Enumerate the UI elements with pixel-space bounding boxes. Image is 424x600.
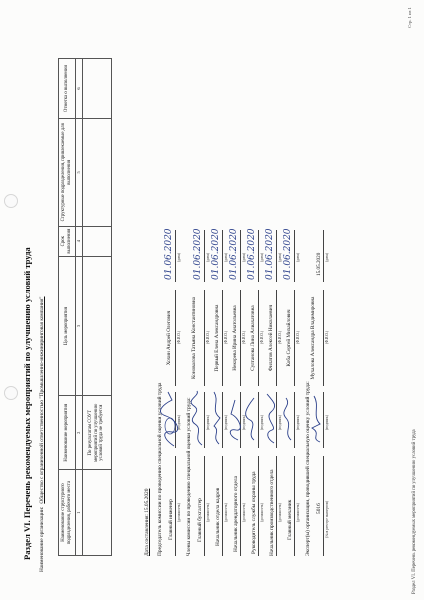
table-header-cell: Отметка о выполнении xyxy=(59,59,76,119)
chairman-role: Главный инженер xyxy=(168,499,174,540)
sign-caption: (подпись) xyxy=(242,415,246,430)
column-number: 5 xyxy=(76,118,83,226)
member-date: 01.06.2020 xyxy=(193,228,203,280)
chairman-name: Хохин Андрей Олегович xyxy=(166,310,172,366)
name-caption: (Ф.И.О.) xyxy=(260,330,264,344)
member-name: Коновалова Татьяна Константиновна xyxy=(191,297,197,379)
column-number: 1 xyxy=(76,470,83,556)
column-number: 3 xyxy=(76,256,83,396)
column-number: 2 xyxy=(76,396,83,470)
name-caption: (Ф.И.О.) xyxy=(206,330,210,344)
member-name: Первый Елена Александровна xyxy=(214,304,220,372)
date-caption: (дата) xyxy=(260,253,264,262)
member-date: 01.06.2020 xyxy=(265,228,275,280)
chairman-label: Председатель комиссии по проведению специальной оценки условий труда xyxy=(157,382,163,556)
member-name: Некорева Ирина Анатольевна xyxy=(232,305,238,371)
signature xyxy=(280,394,296,444)
role-caption: (должность) xyxy=(278,503,282,522)
table-header-cell: Срок выполнения xyxy=(59,226,76,256)
members-label: Члены комиссии по проведению специальной оценки условий труда: xyxy=(186,397,192,556)
sign-caption: (подпись) xyxy=(224,415,228,430)
compilation-date: Дата составления: 15.05.2020 xyxy=(144,488,150,556)
signature xyxy=(244,394,260,444)
page-number: Стр. 1 из 1 xyxy=(407,7,412,28)
organization-label: Наименование организации: xyxy=(39,506,45,572)
measures-table xyxy=(58,58,112,556)
member-name: Султанова Лина Алиахатовна xyxy=(250,305,256,371)
sign-caption: (подпись) xyxy=(325,415,329,430)
member-date: 01.06.2020 xyxy=(211,228,221,280)
member-role: Начальник отдела кадров xyxy=(215,487,221,546)
name-caption: (Ф.И.О.) xyxy=(296,330,300,344)
date-caption: (дата) xyxy=(177,253,181,262)
expert-label: Эксперт(ы) организации, проводившей специальную оценку условий труда: xyxy=(305,381,311,556)
name-caption: (Ф.И.О.) xyxy=(242,330,246,344)
table-header-cell: Наименование структурного подразделения, рабочего места xyxy=(59,470,76,556)
page-footer: Раздел VI. Перечень рекомендуемых мероприятий по улучшению условий труда xyxy=(412,429,417,594)
role-caption: (должность) xyxy=(206,503,210,522)
organization-name: Общество с ограниченной ответственностью "Промышленно-инжиниринговая компания" xyxy=(39,296,45,504)
table-cell: По результатам СОУТ мероприятий по улучшению условий труда не требуется xyxy=(82,396,111,470)
name-caption: (Ф.И.О.) xyxy=(177,330,181,344)
expert-reg-number: 5016 xyxy=(316,503,322,514)
member-role: Начальник арендаторного отдела xyxy=(233,476,239,552)
table-cell xyxy=(82,226,111,256)
role-caption: (должность) xyxy=(177,503,181,522)
date-caption: (дата) xyxy=(325,253,329,262)
table-header-cell: Структурные подразделения, привлекаемые для выполнения xyxy=(59,118,76,226)
member-role: Главный бухгалтер xyxy=(197,498,203,542)
table-header-cell: Цель мероприятия xyxy=(59,256,76,396)
member-date: 01.06.2020 xyxy=(247,228,257,280)
signature xyxy=(160,388,180,450)
signature xyxy=(262,392,278,446)
name-caption: (Ф.И.О.) xyxy=(278,330,282,344)
table-cell xyxy=(82,118,111,226)
signature xyxy=(308,392,324,446)
role-caption: (должность) xyxy=(224,503,228,522)
table-header-row xyxy=(59,59,76,556)
table-cell xyxy=(82,470,111,556)
column-number: 4 xyxy=(76,226,83,256)
signature xyxy=(190,388,206,448)
punch-hole xyxy=(4,194,18,208)
chairman-date: 01.06.2020 xyxy=(164,228,174,280)
punch-hole xyxy=(4,386,18,400)
name-caption: (Ф.И.О.) xyxy=(325,330,329,344)
member-role: Руководитель службы охраны труда xyxy=(251,471,257,554)
role-caption: (должность) xyxy=(296,503,300,522)
table-row xyxy=(82,59,111,556)
sign-caption: (подпись) xyxy=(206,415,210,430)
table-header-cell: Наименование мероприятия xyxy=(59,396,76,470)
date-caption: (дата) xyxy=(278,253,282,262)
name-caption: (Ф.И.О.) xyxy=(224,330,228,344)
reg-caption: (№ в реестре экспертов) xyxy=(325,501,329,538)
table-cell xyxy=(82,256,111,396)
member-name: Филатов Алексей Николаевич xyxy=(268,304,274,372)
member-role: Начальник производственного отдела xyxy=(269,469,275,556)
table-cell xyxy=(82,59,111,119)
signature xyxy=(208,388,224,448)
sign-caption: (подпись) xyxy=(296,415,300,430)
sign-caption: (подпись) xyxy=(177,415,181,430)
expert-date: 15.05.2020 xyxy=(316,252,322,276)
member-role: Главный механик xyxy=(287,499,293,540)
member-date: 01.06.2020 xyxy=(283,228,293,280)
date-caption: (дата) xyxy=(242,253,246,262)
signature xyxy=(226,394,242,444)
expert-name: Мухалова Александра Владимировна xyxy=(310,296,316,380)
member-date: 01.06.2020 xyxy=(229,228,239,280)
organization-line xyxy=(39,296,45,572)
role-caption: (должность) xyxy=(242,503,246,522)
role-caption: (должность) xyxy=(260,503,264,522)
date-caption: (дата) xyxy=(206,253,210,262)
member-name: Коба Сергей Михайлович xyxy=(286,309,292,367)
date-caption: (дата) xyxy=(224,253,228,262)
sign-caption: (подпись) xyxy=(260,415,264,430)
column-number: 6 xyxy=(76,59,83,119)
page-title: Раздел VI. Перечень рекомендуемых мероприятий по улучшению условий труда xyxy=(22,247,32,560)
sign-caption: (подпись) xyxy=(278,415,282,430)
date-caption: (дата) xyxy=(296,253,300,262)
